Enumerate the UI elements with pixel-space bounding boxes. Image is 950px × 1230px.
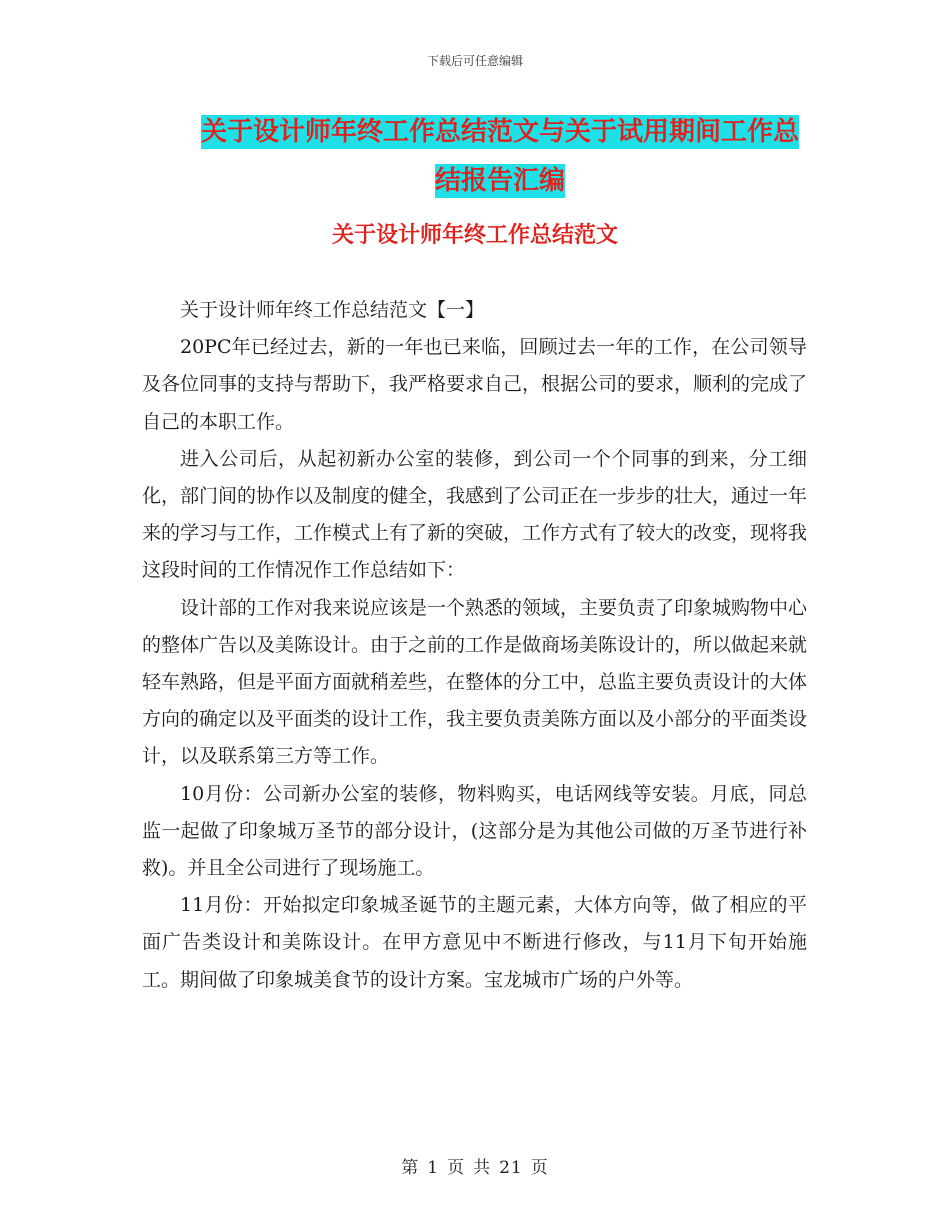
document-title	[140, 108, 860, 206]
paragraph: 20PC年已经过去，新的一年也已来临，回顾过去一年的工作，在公司领导及各位同事的支持与帮助下，我严格要求自己，根据公司的要求，顺利的完成了自己的本职工作。	[142, 336, 808, 433]
document-title-line2: 结报告汇编	[434, 166, 565, 196]
page-footer	[0, 1153, 950, 1178]
paragraph: 进入公司后，从起初新办公室的装修，到公司一个个同事的到来，分工细化，部门间的协作以及制度的健全，我感到了公司正在一步步的壮大，通过一年来的学习与工作，工作模式上有了新的突破，工作方式有了较大的改变，现将我这段时间的工作情况作工作总结如下：	[142, 447, 808, 582]
paragraph: 设计部的工作对我来说应该是一个熟悉的领域，主要负责了印象城购物中心的整体广告以及美陈设计。由于之前的工作是做商场美陈设计的，所以做起来就轻车熟路，但是平面方面就稍差些，在整体的分工中，总监主要负责设计的大体方向的确定以及平面类的设计工作，我主要负责美陈方面以及小部分的平面类设计，以及联系第三方等工作。	[142, 596, 808, 768]
footer-label-page: 第	[401, 1158, 420, 1178]
footer-total-pages: 21	[499, 1158, 523, 1178]
paragraph: 10月份：公司新办公室的装修，物料购买，电话网线等安装。月底，同总监一起做了印象城万圣节的部分设计，(这部分是为其他公司做的万圣节进行补救)。并且全公司进行了现场施工。	[142, 782, 807, 880]
paragraph-subheading: 关于设计师年终工作总结范文【一】	[180, 299, 485, 321]
footer-label-total: 共	[473, 1158, 492, 1178]
header-note: 下载后可任意编辑	[426, 54, 523, 68]
footer-label-ye: 页	[447, 1158, 466, 1178]
footer-label-ye2: 页	[530, 1158, 549, 1178]
paragraph: 11月份：开始拟定印象城圣诞节的主题元素，大体方向等，做了相应的平面广告类设计和美陈设计。在甲方意见中不断进行修改，与11月下旬开始施工。期间做了印象城美食节的设计方案。宝龙城市广场的户外等。	[142, 894, 807, 991]
section-title: 关于设计师年终工作总结范文	[331, 223, 618, 248]
footer-current-page: 1	[427, 1158, 440, 1178]
document-title-line1: 关于设计师年终工作总结范文与关于试用期间工作总	[200, 117, 799, 147]
body-text	[142, 292, 807, 999]
